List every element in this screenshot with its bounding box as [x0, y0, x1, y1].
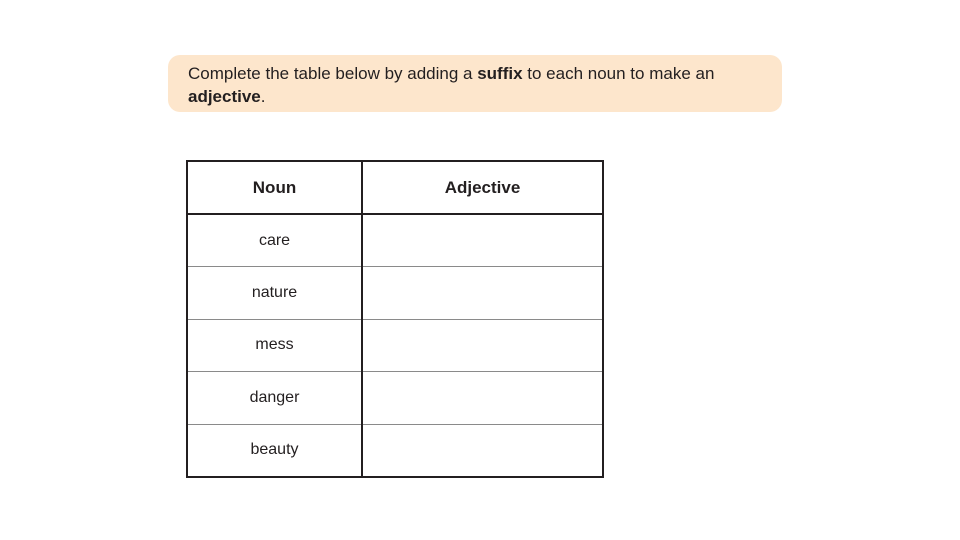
noun-adjective-table	[186, 160, 604, 478]
instruction-keyword-adjective: adjective	[188, 87, 261, 106]
noun-cell: danger	[187, 372, 362, 425]
instruction-text-part3: .	[260, 87, 266, 106]
noun-column-header: Noun	[187, 161, 362, 214]
table-row	[187, 319, 603, 372]
table-row	[187, 267, 603, 320]
noun-cell: nature	[187, 267, 362, 320]
noun-cell: beauty	[187, 424, 362, 477]
noun-cell: care	[187, 214, 362, 267]
adjective-answer-cell[interactable]	[362, 214, 603, 267]
table-row	[187, 424, 603, 477]
table-row	[187, 214, 603, 267]
instruction-box	[168, 55, 782, 112]
adjective-answer-cell[interactable]	[362, 424, 603, 477]
adjective-answer-cell[interactable]	[362, 372, 603, 425]
adjective-answer-cell[interactable]	[362, 267, 603, 320]
instruction-keyword-suffix: suffix	[477, 64, 523, 83]
adjective-answer-cell[interactable]	[362, 319, 603, 372]
instruction-text-part2: to each noun to make an	[522, 64, 715, 83]
table-header-row	[187, 161, 603, 214]
table-row	[187, 372, 603, 425]
instruction-text-part1: Complete the table below by adding a	[188, 64, 478, 83]
adjective-column-header: Adjective	[362, 161, 603, 214]
noun-cell: mess	[187, 319, 362, 372]
